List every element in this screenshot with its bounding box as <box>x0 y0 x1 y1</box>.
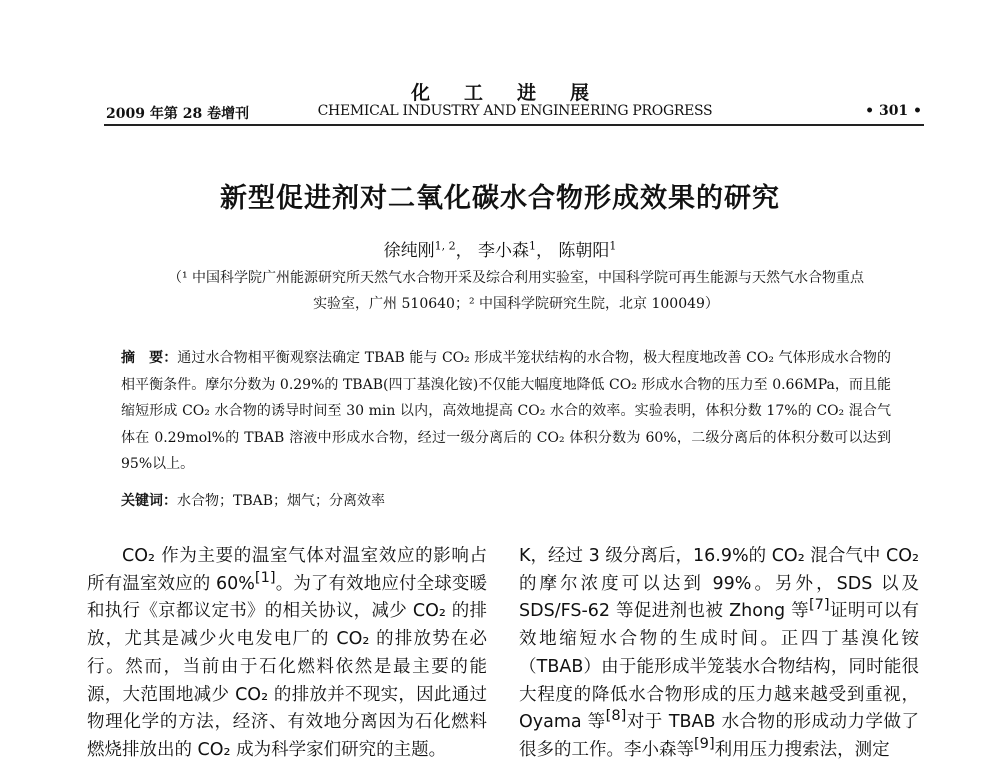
author-separator: ， <box>536 241 553 261</box>
keywords-label: 关键词： <box>121 493 177 509</box>
abstract-label: 摘 要： <box>121 350 178 366</box>
keywords-text: 水合物；TBAB；烟气；分离效率 <box>177 493 386 509</box>
paper-title: 新型促进剂对二氧化碳水合物形成效果的研究 <box>220 183 780 214</box>
body-text: 证明可以有效地缩短水合物的生成时间。正四丁基溴化铵（TBAB）由于能形成半笼装水合物结构，同时能很大程度的降低水合物形成的压力越来越受到重视，Oyama 等 <box>519 601 919 733</box>
page-number: • 301 • <box>865 103 922 119</box>
abstract <box>121 345 891 478</box>
body-text: 利用压力搜索法，测定 <box>714 739 890 760</box>
citation-ref[interactable]: [7] <box>808 596 830 614</box>
body-text: 对于 TBAB 水合物的形成动力学做了很多的工作。李小森等 <box>519 712 919 760</box>
author-list <box>0 236 1000 261</box>
body-text: 。为了有效地应付全球变暖和执行《京都议定书》的相关协议，减少 CO₂ 的排放，尤其是减少火电发电厂的 CO₂ 的排放势在必行。然而，当前由于石化燃料依然是最主要的能源，大范围地减少 CO₂ 的排放并不现实，因此通过物理化学的方法，经济、有效地分离因为石化燃料燃烧排放出的 CO₂ 成为科学家们研究的主题。 <box>87 573 487 760</box>
body-text: CO₂ 作为主要的温室气体对温室效应的影响占所有温室效应的 60% <box>87 546 487 594</box>
body-text: K，经过 3 级分离后，16.9%的 CO₂ 混合气中 CO₂ 的摩尔浓度可以达到 99%。另外，SDS 以及 SDS/FS-62 等促进剂也被 Zhong 等 <box>519 546 919 622</box>
author-name: 李小森 <box>478 241 529 261</box>
body-column-right <box>519 543 919 760</box>
citation-ref[interactable]: [9] <box>694 735 715 753</box>
citation-ref[interactable]: [8] <box>605 707 627 725</box>
author-separator: ， <box>455 241 473 261</box>
author-affil-mark: 1 <box>609 239 617 253</box>
running-header <box>106 101 922 123</box>
journal-title-en: CHEMICAL INDUSTRY AND ENGINEERING PROGRESS <box>317 103 713 119</box>
author-name: 徐纯刚 <box>383 241 435 261</box>
affiliation-line-2: 实验室，广州 510640；² 中国科学院研究生院，北京 100049） <box>313 296 719 312</box>
abstract-text: 通过水合物相平衡观察法确定 TBAB 能与 CO₂ 形成半笼状结构的水合物，极大程度地改善 CO₂ 气体形成水合物的相平衡条件。摩尔分数为 0.29%的 TBAB(四丁基溴化铵)不仅能大幅度地降低 CO₂ 形成水合物的压力至 0.66MPa，而且能缩短形成 CO₂ 水合物的诱导时间至 30 min 以内，高效地提高 CO₂ 水合的效率。实验表明，体积分数 17%的 CO₂ 混合气体在 0.29mol%的 TBAB 溶液中形成水合物，经过一级分离后的 CO₂ 体积分数为 60%，二级分离后的体积分数可以达到 95%以上。 <box>121 350 892 472</box>
author-name: 陈朝阳 <box>558 241 610 261</box>
header-rule <box>104 124 924 126</box>
citation-ref[interactable]: [1] <box>254 568 276 586</box>
affiliation-line-1: （¹ 中国科学院广州能源研究所天然气水合物开采及综合利用实验室，中国科学院可再生能源与天然气水合物重点 <box>167 270 865 286</box>
author-affil-mark: 1, 2 <box>434 239 456 253</box>
keywords <box>121 489 891 513</box>
body-column-left <box>87 543 487 760</box>
issue-info: 2009 年第 28 卷增刊 <box>106 106 250 122</box>
author-affil-mark: 1 <box>529 239 536 253</box>
journal-title-cn: 化工进展 <box>410 82 623 104</box>
